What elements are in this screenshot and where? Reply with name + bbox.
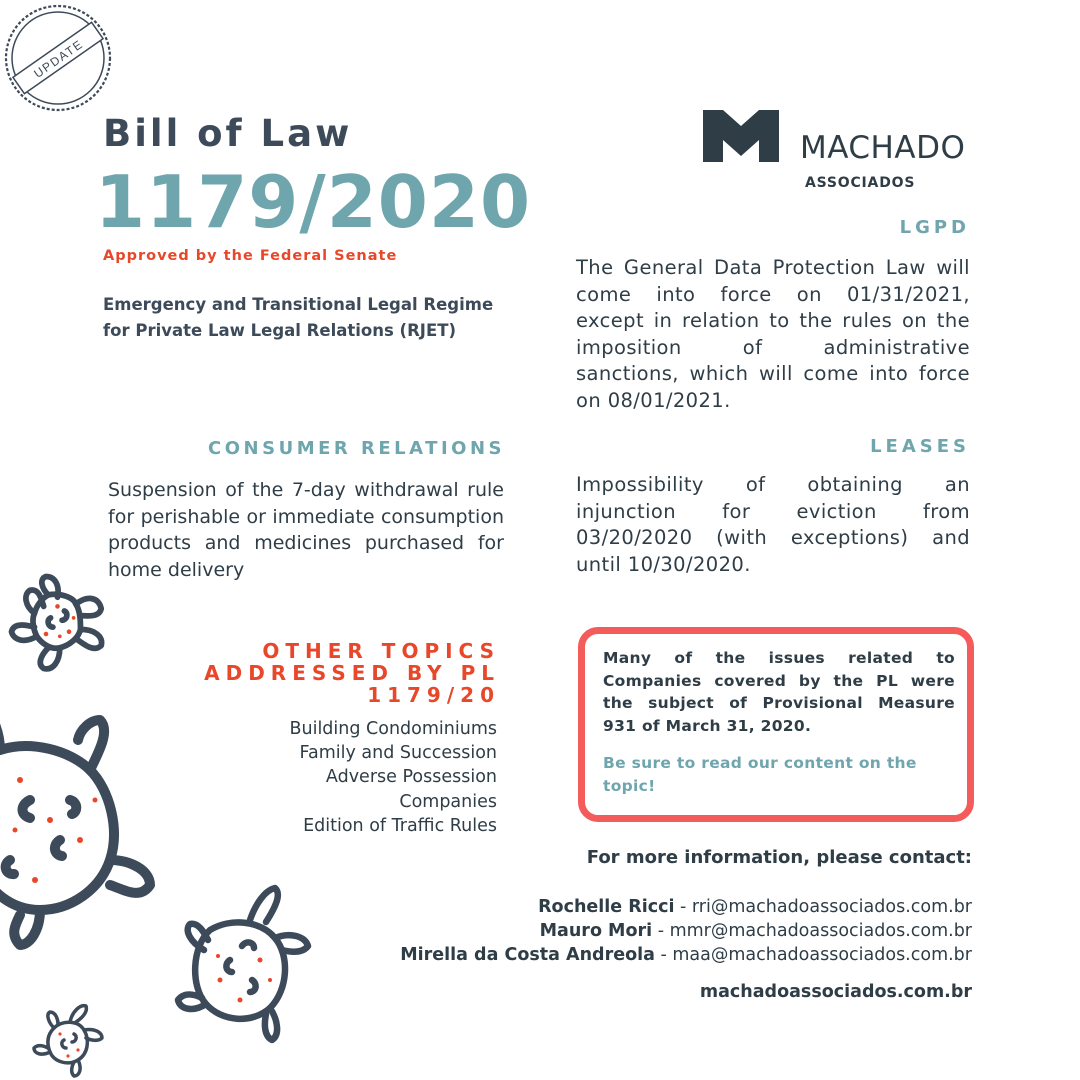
regime-line-1: Emergency and Transitional Legal Regime xyxy=(103,295,494,314)
contact-email[interactable]: maa@machadoassociados.com.br xyxy=(672,945,972,965)
contact-separator: - xyxy=(652,921,670,941)
contact-name: Mauro Mori xyxy=(539,921,653,941)
callout-text: Many of the issues related to Companies covered by the PL were the subject of Provisional Measure 931 of March 31, 2020. xyxy=(603,649,955,735)
other-topics-heading-line-1: OTHER TOPICS xyxy=(262,639,500,663)
lgpd-heading: LGPD xyxy=(899,217,970,238)
contact-row xyxy=(352,897,972,917)
consumer-heading: CONSUMER RELATIONS xyxy=(208,438,505,459)
regime-line-2: for Private Law Legal Relations (RJET) xyxy=(103,321,457,340)
list-item: Edition of Traffic Rules xyxy=(303,815,497,836)
website-link[interactable]: machadoassociados.com.br xyxy=(699,982,972,1002)
approved-label: Approved by the Federal Senate xyxy=(103,248,398,264)
virus-icon xyxy=(28,998,110,1080)
other-topics-heading-line-2: ADDRESSED BY PL xyxy=(204,661,500,685)
contact-separator: - xyxy=(654,945,673,965)
contact-name: Mirella da Costa Andreola xyxy=(400,945,655,965)
list-item: Companies xyxy=(399,791,497,812)
list-item: Adverse Possession xyxy=(325,767,497,788)
consumer-text: Suspension of the 7-day withdrawal rule for perishable or immediate consumption products and medicines purchased for home delivery xyxy=(108,479,504,581)
contact-separator: - xyxy=(674,897,692,917)
regime-description xyxy=(103,292,493,344)
logo-name: MACHADO xyxy=(800,130,966,166)
contact-row xyxy=(352,945,972,965)
other-topics-heading xyxy=(190,640,500,706)
virus-icon xyxy=(170,880,315,1045)
contact-name: Rochelle Ricci xyxy=(538,897,675,917)
stamp-label: UPDATE xyxy=(31,36,86,81)
contact-email[interactable]: mmr@machadoassociados.com.br xyxy=(669,921,972,941)
list-item: Building Condominiums xyxy=(289,719,497,739)
bill-title: Bill of Law xyxy=(103,112,353,155)
update-stamp-icon xyxy=(0,0,120,120)
virus-icon xyxy=(0,565,115,680)
contact-row xyxy=(352,921,972,941)
contact-heading: For more information, please contact: xyxy=(586,847,972,868)
leases-heading: LEASES xyxy=(870,436,970,457)
virus-icon xyxy=(0,690,160,950)
other-topics-heading-line-3: 1179/20 xyxy=(367,683,500,707)
bill-number: 1179/2020 xyxy=(95,160,532,244)
callout-link[interactable]: Be sure to read our content on the topic! xyxy=(603,754,917,795)
leases-text: Impossibility of obtaining an injunction for eviction from 03/20/2020 (with exceptions) and until 10/30/2020. xyxy=(576,473,970,576)
lgpd-text: The General Data Protection Law will come into force on 01/31/2021, except in relation to the rules on the imposition of administrative sanctions, which will come into force on 08/01/2021. xyxy=(576,256,970,412)
logo-subtitle: ASSOCIADOS xyxy=(805,175,916,191)
list-item: Family and Succession xyxy=(299,743,497,764)
contact-email[interactable]: rri@machadoassociados.com.br xyxy=(691,897,972,917)
other-topics-list xyxy=(190,717,497,838)
